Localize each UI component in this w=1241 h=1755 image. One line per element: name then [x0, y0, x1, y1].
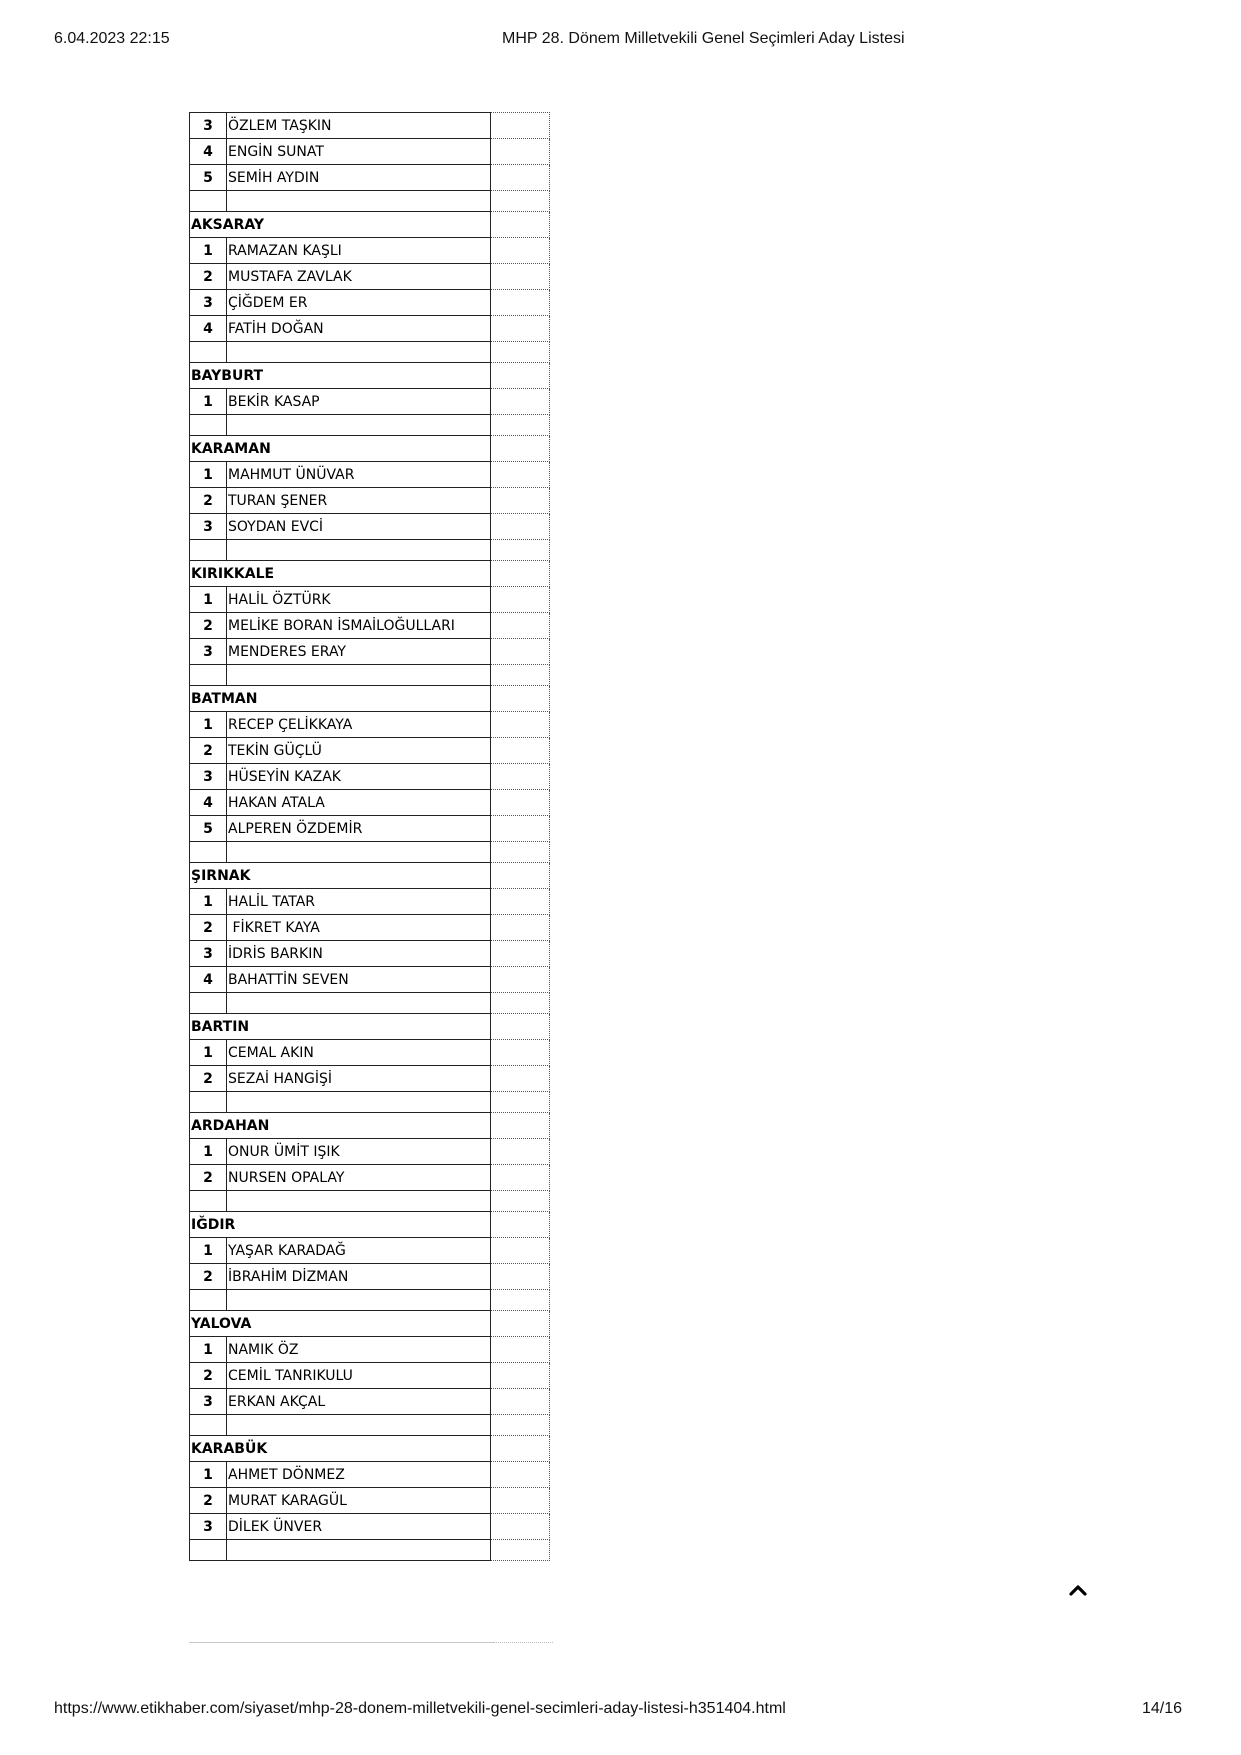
table-row [190, 587, 550, 613]
empty-cell [491, 1540, 550, 1561]
empty-cell [190, 540, 227, 561]
empty-cell [491, 764, 550, 790]
empty-cell [491, 139, 550, 165]
empty-cell [491, 462, 550, 488]
candidate-number: 3 [190, 764, 227, 790]
candidate-name: HALİL ÖZTÜRK [227, 587, 491, 613]
candidate-number: 1 [190, 462, 227, 488]
candidate-name: ERKAN AKÇAL [227, 1389, 491, 1415]
page-divider [189, 1642, 493, 1643]
candidate-name: CEMİL TANRIKULU [227, 1363, 491, 1389]
province-name: KIRIKKALE [190, 561, 491, 587]
table-row [190, 915, 550, 941]
province-header-row [190, 436, 550, 462]
candidate-name: FATİH DOĞAN [227, 316, 491, 342]
province-header-row [190, 561, 550, 587]
province-name: BATMAN [190, 686, 491, 712]
empty-cell [491, 212, 550, 238]
table-row [190, 1040, 550, 1066]
candidate-name: NAMIK ÖZ [227, 1337, 491, 1363]
print-header [0, 30, 1241, 52]
table-row [190, 290, 550, 316]
empty-cell [227, 540, 491, 561]
empty-cell [227, 993, 491, 1014]
candidate-name: DİLEK ÜNVER [227, 1514, 491, 1540]
blank-row [190, 1191, 550, 1212]
province-name: YALOVA [190, 1311, 491, 1337]
blank-row [190, 191, 550, 212]
table-row [190, 941, 550, 967]
empty-cell [491, 1363, 550, 1389]
empty-cell [491, 1212, 550, 1238]
empty-cell [190, 1092, 227, 1113]
candidate-number: 2 [190, 1363, 227, 1389]
table-row [190, 639, 550, 665]
province-header-row [190, 1436, 550, 1462]
empty-cell [491, 436, 550, 462]
table-row [190, 139, 550, 165]
table-row [190, 1488, 550, 1514]
empty-cell [227, 191, 491, 212]
candidate-number: 1 [190, 587, 227, 613]
candidate-list-body [190, 113, 550, 1561]
empty-cell [491, 1389, 550, 1415]
empty-cell [491, 1514, 550, 1540]
candidate-number: 2 [190, 613, 227, 639]
empty-cell [491, 389, 550, 415]
empty-cell [491, 1238, 550, 1264]
table-row [190, 1389, 550, 1415]
empty-cell [190, 665, 227, 686]
candidate-number: 2 [190, 1165, 227, 1191]
province-name: BAYBURT [190, 363, 491, 389]
table-row [190, 514, 550, 540]
province-header-row [190, 1212, 550, 1238]
table-row [190, 764, 550, 790]
candidate-number: 4 [190, 967, 227, 993]
candidate-name: MAHMUT ÜNÜVAR [227, 462, 491, 488]
empty-cell [491, 1415, 550, 1436]
empty-cell [491, 1014, 550, 1040]
empty-cell [491, 639, 550, 665]
province-name: KARABÜK [190, 1436, 491, 1462]
empty-cell [491, 1264, 550, 1290]
empty-cell [491, 1066, 550, 1092]
empty-cell [491, 889, 550, 915]
table-row [190, 462, 550, 488]
empty-cell [491, 665, 550, 686]
candidate-number: 3 [190, 639, 227, 665]
table-row [190, 712, 550, 738]
empty-cell [491, 1488, 550, 1514]
candidate-name: ÇİĞDEM ER [227, 290, 491, 316]
table-row [190, 1066, 550, 1092]
province-header-row [190, 863, 550, 889]
candidate-name: İBRAHİM DİZMAN [227, 1264, 491, 1290]
empty-cell [491, 191, 550, 212]
empty-cell [190, 993, 227, 1014]
table-row [190, 1514, 550, 1540]
candidate-name: İDRİS BARKIN [227, 941, 491, 967]
candidate-number: 3 [190, 1514, 227, 1540]
candidate-number: 1 [190, 1238, 227, 1264]
province-name: KARAMAN [190, 436, 491, 462]
blank-row [190, 1540, 550, 1561]
candidate-number: 2 [190, 1066, 227, 1092]
empty-cell [491, 863, 550, 889]
blank-row [190, 1092, 550, 1113]
candidate-name: TEKİN GÜÇLÜ [227, 738, 491, 764]
empty-cell [491, 1191, 550, 1212]
empty-cell [491, 113, 550, 139]
empty-cell [491, 790, 550, 816]
print-footer [0, 1700, 1241, 1722]
table-row [190, 790, 550, 816]
candidate-number: 4 [190, 316, 227, 342]
scroll-to-top-button[interactable] [1066, 1580, 1090, 1600]
province-header-row [190, 1113, 550, 1139]
candidate-name: FİKRET KAYA [227, 915, 491, 941]
province-header-row [190, 1014, 550, 1040]
page-divider-dotted [493, 1642, 553, 1643]
candidate-number: 1 [190, 1139, 227, 1165]
table-row [190, 389, 550, 415]
empty-cell [491, 1462, 550, 1488]
candidate-name: HAKAN ATALA [227, 790, 491, 816]
candidate-number: 1 [190, 1040, 227, 1066]
empty-cell [491, 264, 550, 290]
province-name: BARTIN [190, 1014, 491, 1040]
table-row [190, 889, 550, 915]
empty-cell [491, 816, 550, 842]
table-row [190, 1264, 550, 1290]
province-header-row [190, 363, 550, 389]
candidate-number: 1 [190, 1462, 227, 1488]
province-header-row [190, 212, 550, 238]
province-header-row [190, 686, 550, 712]
empty-cell [491, 1165, 550, 1191]
candidate-name: MUSTAFA ZAVLAK [227, 264, 491, 290]
empty-cell [491, 561, 550, 587]
blank-row [190, 1290, 550, 1311]
candidate-name: SOYDAN EVCİ [227, 514, 491, 540]
candidate-number: 3 [190, 1389, 227, 1415]
candidate-number: 4 [190, 790, 227, 816]
province-name: AKSARAY [190, 212, 491, 238]
candidate-number: 1 [190, 389, 227, 415]
candidate-name: ÖZLEM TAŞKIN [227, 113, 491, 139]
candidate-number: 4 [190, 139, 227, 165]
empty-cell [227, 1540, 491, 1561]
empty-cell [227, 1290, 491, 1311]
empty-cell [491, 363, 550, 389]
candidate-name: CEMAL AKIN [227, 1040, 491, 1066]
candidate-name: BEKİR KASAP [227, 389, 491, 415]
empty-cell [491, 1436, 550, 1462]
empty-cell [491, 613, 550, 639]
table-row [190, 1462, 550, 1488]
empty-cell [491, 1040, 550, 1066]
table-row [190, 738, 550, 764]
empty-cell [491, 993, 550, 1014]
empty-cell [491, 842, 550, 863]
empty-cell [491, 514, 550, 540]
empty-cell [491, 342, 550, 363]
empty-cell [491, 941, 550, 967]
candidate-name: MENDERES ERAY [227, 639, 491, 665]
empty-cell [491, 1337, 550, 1363]
candidate-number: 2 [190, 738, 227, 764]
empty-cell [491, 738, 550, 764]
candidate-name: ONUR ÜMİT IŞIK [227, 1139, 491, 1165]
candidate-list-table [189, 112, 550, 1561]
province-header-row [190, 1311, 550, 1337]
candidate-name: RAMAZAN KAŞLI [227, 238, 491, 264]
candidate-name: ENGİN SUNAT [227, 139, 491, 165]
empty-cell [227, 415, 491, 436]
table-row [190, 1165, 550, 1191]
empty-cell [227, 1415, 491, 1436]
candidate-name: HALİL TATAR [227, 889, 491, 915]
empty-cell [227, 342, 491, 363]
empty-cell [190, 415, 227, 436]
province-name: ŞIRNAK [190, 863, 491, 889]
empty-cell [190, 1191, 227, 1212]
candidate-number: 1 [190, 238, 227, 264]
table-row [190, 316, 550, 342]
empty-cell [491, 587, 550, 613]
blank-row [190, 993, 550, 1014]
candidate-number: 2 [190, 488, 227, 514]
candidate-name: YAŞAR KARADAĞ [227, 1238, 491, 1264]
empty-cell [491, 415, 550, 436]
empty-cell [190, 1290, 227, 1311]
blank-row [190, 842, 550, 863]
candidate-number: 2 [190, 1264, 227, 1290]
empty-cell [491, 1092, 550, 1113]
page-title: MHP 28. Dönem Milletvekili Genel Seçimleri Aday Listesi [502, 30, 905, 47]
print-date: 6.04.2023 22:15 [54, 30, 170, 47]
empty-cell [491, 967, 550, 993]
candidate-name: MURAT KARAGÜL [227, 1488, 491, 1514]
empty-cell [491, 540, 550, 561]
empty-cell [491, 915, 550, 941]
candidate-number: 1 [190, 1337, 227, 1363]
empty-cell [491, 1290, 550, 1311]
table-row [190, 1139, 550, 1165]
table-row [190, 816, 550, 842]
province-name: ARDAHAN [190, 1113, 491, 1139]
candidate-number: 3 [190, 113, 227, 139]
candidate-number: 5 [190, 816, 227, 842]
empty-cell [491, 686, 550, 712]
table-row [190, 967, 550, 993]
candidate-name: MELİKE BORAN İSMAİLOĞULLARI [227, 613, 491, 639]
candidate-number: 2 [190, 264, 227, 290]
page-url: https://www.etikhaber.com/siyaset/mhp-28-donem-milletvekili-genel-secimleri-aday-listesi-h351404.html [54, 1700, 786, 1717]
blank-row [190, 665, 550, 686]
province-name: IĞDIR [190, 1212, 491, 1238]
candidate-name: TURAN ŞENER [227, 488, 491, 514]
candidate-number: 2 [190, 915, 227, 941]
empty-cell [491, 488, 550, 514]
table-row [190, 488, 550, 514]
table-row [190, 113, 550, 139]
empty-cell [190, 1415, 227, 1436]
empty-cell [491, 316, 550, 342]
candidate-name: ALPEREN ÖZDEMİR [227, 816, 491, 842]
candidate-number: 3 [190, 941, 227, 967]
empty-cell [227, 1191, 491, 1212]
empty-cell [190, 842, 227, 863]
empty-cell [190, 342, 227, 363]
blank-row [190, 540, 550, 561]
empty-cell [491, 1113, 550, 1139]
table-row [190, 238, 550, 264]
chevron-up-icon [1066, 1580, 1090, 1600]
blank-row [190, 1415, 550, 1436]
candidate-name: SEZAİ HANGİŞİ [227, 1066, 491, 1092]
table-row [190, 1238, 550, 1264]
candidate-number: 3 [190, 290, 227, 316]
page-number: 14/16 [1142, 1700, 1183, 1717]
candidate-name: AHMET DÖNMEZ [227, 1462, 491, 1488]
empty-cell [491, 290, 550, 316]
candidate-number: 3 [190, 514, 227, 540]
candidate-number: 1 [190, 712, 227, 738]
table-row [190, 1337, 550, 1363]
candidate-name: SEMİH AYDIN [227, 165, 491, 191]
empty-cell [491, 712, 550, 738]
candidate-name: NURSEN OPALAY [227, 1165, 491, 1191]
table-row [190, 165, 550, 191]
candidate-number: 1 [190, 889, 227, 915]
empty-cell [227, 842, 491, 863]
empty-cell [491, 1311, 550, 1337]
candidate-name: HÜSEYİN KAZAK [227, 764, 491, 790]
empty-cell [491, 1139, 550, 1165]
empty-cell [491, 238, 550, 264]
candidate-number: 2 [190, 1488, 227, 1514]
table-row [190, 613, 550, 639]
empty-cell [491, 165, 550, 191]
empty-cell [190, 1540, 227, 1561]
candidate-name: RECEP ÇELİKKAYA [227, 712, 491, 738]
candidate-number: 5 [190, 165, 227, 191]
candidate-name: BAHATTİN SEVEN [227, 967, 491, 993]
table-row [190, 1363, 550, 1389]
empty-cell [190, 191, 227, 212]
empty-cell [227, 665, 491, 686]
empty-cell [227, 1092, 491, 1113]
table-row [190, 264, 550, 290]
blank-row [190, 342, 550, 363]
blank-row [190, 415, 550, 436]
